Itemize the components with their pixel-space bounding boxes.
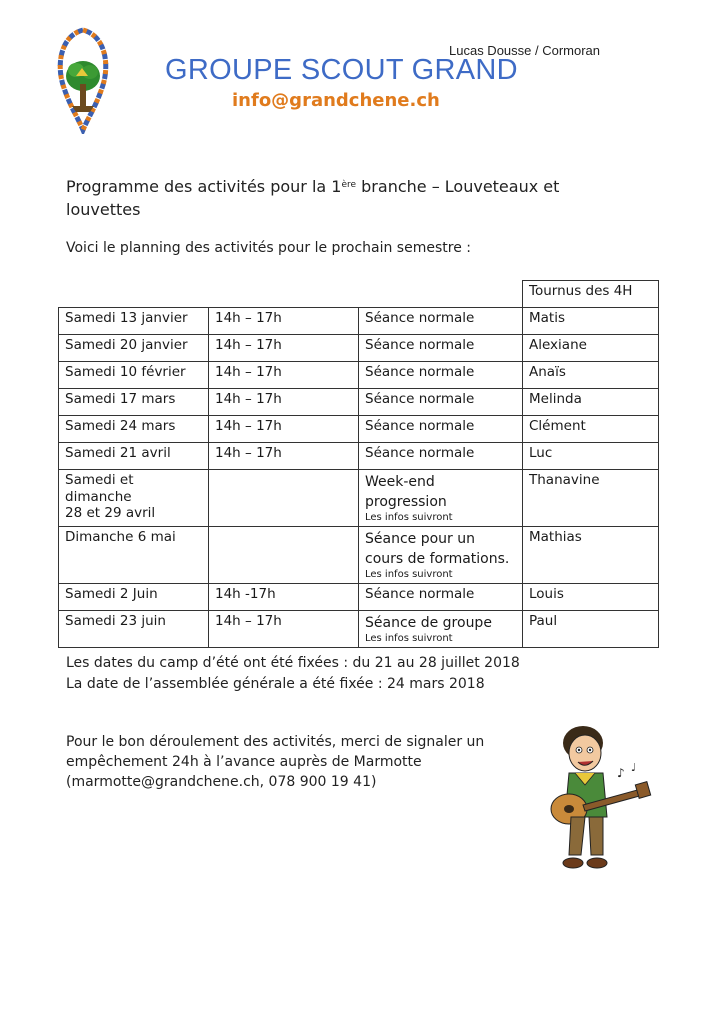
dates-info	[66, 653, 520, 695]
heading-text-start: Programme des activités pour la 1	[66, 177, 342, 196]
group-email: info@grandchene.ch	[232, 90, 440, 111]
author-name: Lucas Dousse / Cormoran	[449, 43, 601, 58]
row-date-line: dimanche	[65, 488, 132, 505]
row-date	[59, 470, 209, 527]
row-activity-note: Les infos suivront	[365, 569, 453, 580]
row-person: Clément	[523, 416, 659, 443]
row-time: 14h – 17h	[209, 362, 359, 389]
row-date-line: 28 et 29 avril	[65, 505, 156, 521]
row-activity	[359, 470, 523, 527]
row-person: Mathias	[523, 527, 659, 584]
row-activity: Séance normale	[359, 362, 523, 389]
row-activity-note: Les infos suivront	[365, 633, 453, 644]
row-time: 14h – 17h	[209, 611, 359, 648]
table-row	[59, 362, 659, 389]
row-time: 14h – 17h	[209, 308, 359, 335]
svg-text:♪: ♪	[617, 766, 625, 780]
table-row	[59, 470, 659, 527]
group-title: GROUPE SCOUT GRAND	[165, 54, 518, 86]
table-row	[59, 611, 659, 648]
row-time	[209, 470, 359, 527]
row-activity	[359, 527, 523, 584]
row-time: 14h – 17h	[209, 416, 359, 443]
row-person: Luc	[523, 443, 659, 470]
row-date: Samedi 21 avril	[59, 443, 209, 470]
heading-text-end: branche – Louveteaux et louvettes	[66, 177, 560, 219]
row-activity	[359, 611, 523, 648]
table-row	[59, 584, 659, 611]
scout-guitar-illustration-icon	[545, 717, 655, 875]
row-date: Samedi 23 juin	[59, 611, 209, 648]
camp-dates: Les dates du camp d’été ont été fixées : du 21 au 28 juillet 2018	[66, 655, 520, 671]
table-row	[59, 335, 659, 362]
row-date: Samedi 2 Juin	[59, 584, 209, 611]
row-person: Alexiane	[523, 335, 659, 362]
row-time	[209, 527, 359, 584]
row-date: Samedi 20 janvier	[59, 335, 209, 362]
row-person: Thanavine	[523, 470, 659, 527]
row-activity-title: Séance de groupe	[365, 615, 492, 631]
row-time: 14h – 17h	[209, 335, 359, 362]
row-person: Anaïs	[523, 362, 659, 389]
row-activity: Séance normale	[359, 416, 523, 443]
row-activity: Séance normale	[359, 335, 523, 362]
table-row	[59, 443, 659, 470]
row-date: Samedi 13 janvier	[59, 308, 209, 335]
table-row	[59, 416, 659, 443]
row-time: 14h -17h	[209, 584, 359, 611]
row-activity-note: Les infos suivront	[365, 512, 453, 523]
row-date: Samedi 17 mars	[59, 389, 209, 416]
row-person: Paul	[523, 611, 659, 648]
row-activity-title: Séance pour un cours de formations.	[365, 531, 510, 567]
row-person: Louis	[523, 584, 659, 611]
assembly-date: La date de l’assemblée générale a été fixée : 24 mars 2018	[66, 676, 485, 692]
row-activity: Séance normale	[359, 584, 523, 611]
table-header-row	[59, 281, 659, 308]
table-row	[59, 389, 659, 416]
row-time: 14h – 17h	[209, 443, 359, 470]
table-row	[59, 308, 659, 335]
activity-schedule-table	[58, 280, 659, 648]
row-activity-title: Week-end progression	[365, 474, 447, 510]
scout-logo-icon	[50, 26, 116, 134]
row-time: 14h – 17h	[209, 389, 359, 416]
program-heading	[66, 175, 626, 221]
row-activity: Séance normale	[359, 389, 523, 416]
row-person: Melinda	[523, 389, 659, 416]
row-date: Dimanche 6 mai	[59, 527, 209, 584]
row-date-line: Samedi et	[65, 472, 134, 488]
intro-text: Voici le planning des activités pour le prochain semestre :	[66, 240, 471, 256]
svg-text:♩: ♩	[631, 761, 637, 774]
row-activity: Séance normale	[359, 308, 523, 335]
row-person: Matis	[523, 308, 659, 335]
tournus-header: Tournus des 4H	[523, 281, 659, 308]
row-date: Samedi 10 février	[59, 362, 209, 389]
table-row	[59, 527, 659, 584]
heading-superscript: ère	[341, 180, 357, 190]
absence-notice: Pour le bon déroulement des activités, merci de signaler un empêchement 24h à l’avance auprès de Marmotte (marmotte@grandchene.ch, 078 900 19 41)	[66, 734, 485, 790]
row-date: Samedi 24 mars	[59, 416, 209, 443]
row-activity: Séance normale	[359, 443, 523, 470]
